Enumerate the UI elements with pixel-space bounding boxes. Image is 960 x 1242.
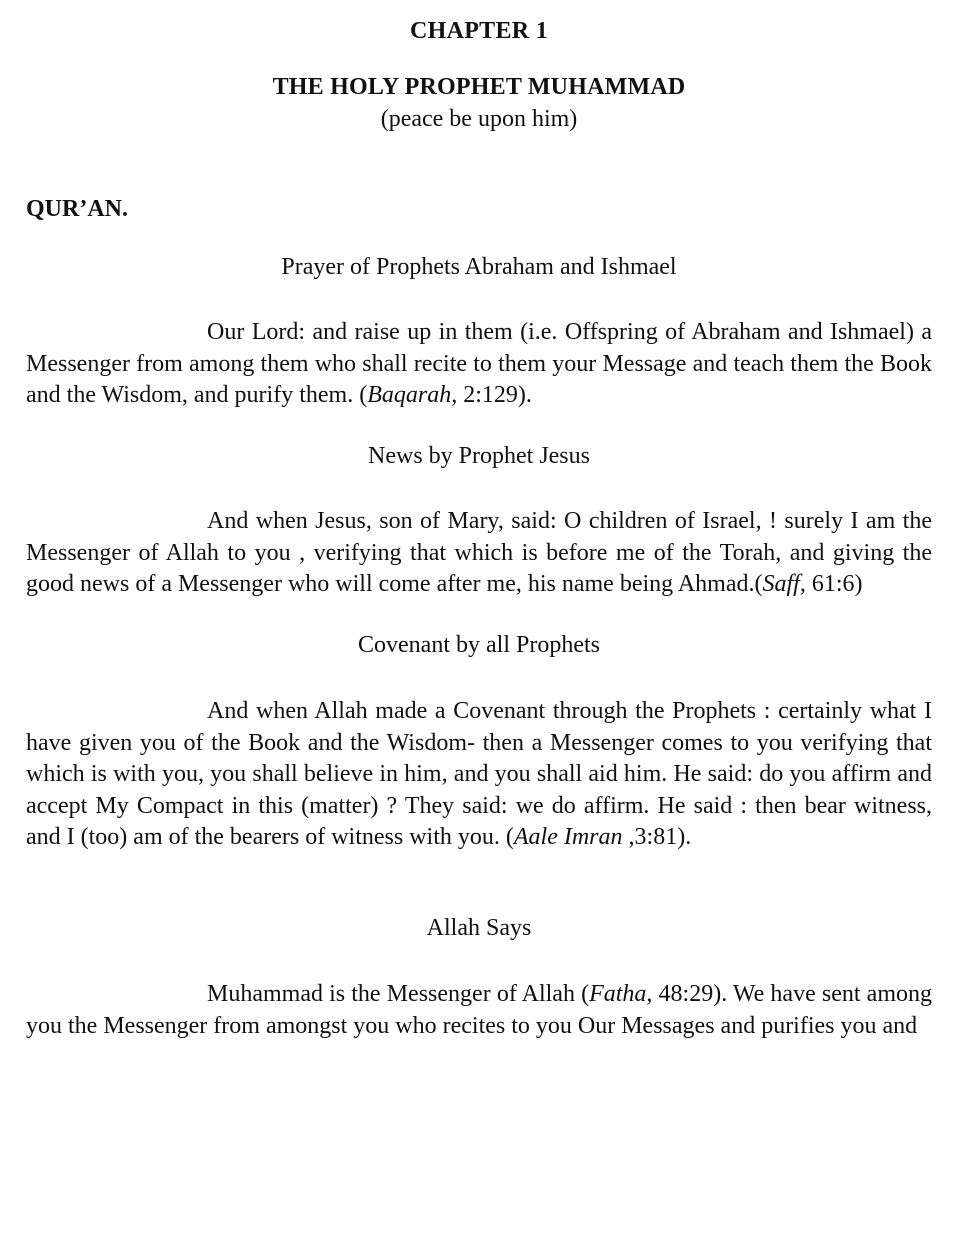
- section-heading: Allah Says: [426, 915, 532, 941]
- chapter-subtitle: (peace be upon him): [380, 106, 578, 132]
- section-heading: Covenant by all Prophets: [358, 632, 600, 658]
- citation-reference: ,3:81).: [622, 824, 692, 850]
- verse-paragraph: [26, 979, 932, 1042]
- citation-reference: 61:6): [805, 571, 863, 597]
- verse-text: Our Lord: and raise up in them (i.e. Offspring of Abraham and Ishmael) a Messenger from among them who shall recite to them your Message and teach them the Book and the Wisdom, and purify them. (: [26, 319, 932, 408]
- verse-paragraph: [26, 317, 932, 412]
- citation-source: Saff,: [762, 571, 806, 597]
- citation-source: Baqarah,: [367, 382, 458, 408]
- verse-text: And when Jesus, son of Mary, said: O children of Israel, ! surely I am the Messenger of Allah to you , verifying that which is before me of the Torah, and giving the good news of a Messenger who will come after me, his name being Ahmad.(: [26, 508, 932, 597]
- section-heading: Prayer of Prophets Abraham and Ishmael: [281, 254, 677, 280]
- citation-reference: 48:29). We have sent among you the Messenger from amongst you who recites to you Our Messages and purifies you and: [26, 981, 932, 1039]
- verse-text: Muhammad is the Messenger of Allah (: [207, 981, 590, 1007]
- citation-reference: 2:129).: [457, 382, 532, 408]
- document-page: [26, 0, 932, 1242]
- citation-source: Fatha,: [589, 981, 653, 1007]
- verse-paragraph: [26, 506, 932, 601]
- verse-paragraph: [26, 696, 932, 854]
- section-label: QUR’AN.: [26, 196, 128, 222]
- verse-text: And when Allah made a Covenant through the Prophets : certainly what I have given you of the Book and the Wisdom- then a Messenger comes to you verifying that which is with you, you shall believe in him, and you shall aid him. He said: do you affirm and accept My Compact in this (matter) ? They said: we do affirm. He said : then bear witness, and I (too) am of the bearers of witness with you. (: [26, 698, 932, 850]
- chapter-title: THE HOLY PROPHET MUHAMMAD: [272, 74, 686, 100]
- chapter-number: CHAPTER 1: [409, 18, 549, 44]
- citation-source: Aale Imran: [513, 824, 623, 850]
- section-heading: News by Prophet Jesus: [368, 443, 590, 469]
